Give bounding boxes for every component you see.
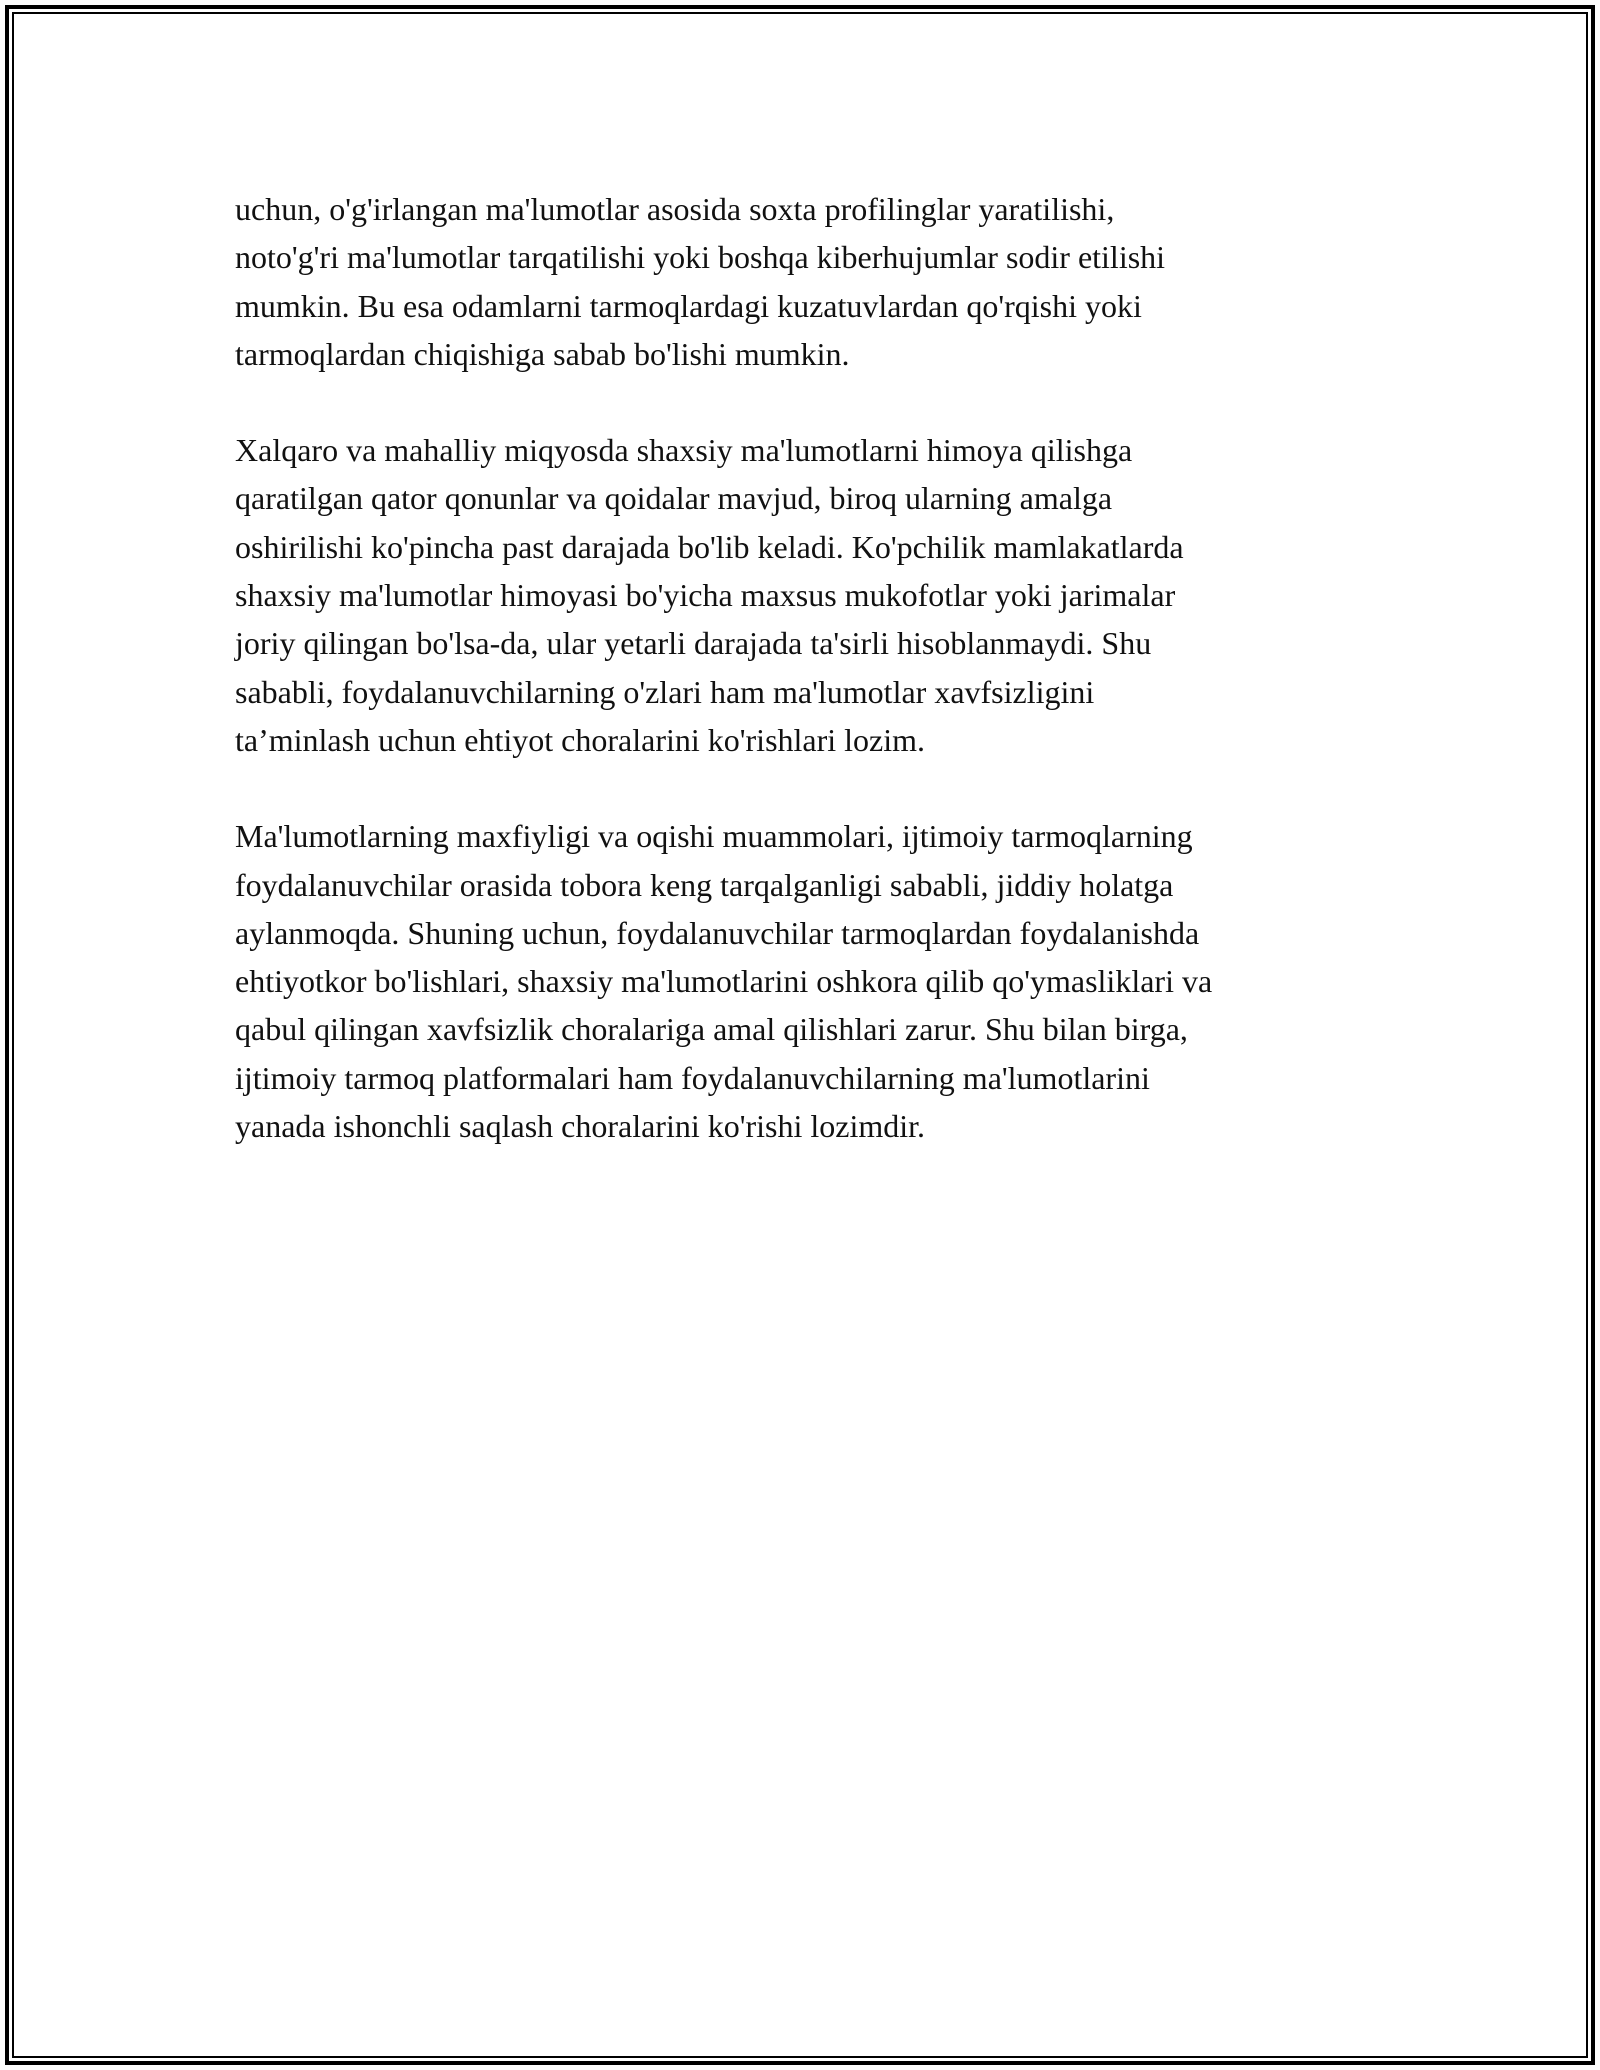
text-line: noto'g'ri ma'lumotlar tarqatilishi yoki boshqa kiberhujumlar sodir etilishi xyxy=(235,239,1166,276)
paragraph-3 xyxy=(235,812,1375,1150)
text-line: joriy qilingan bo'lsa-da, ular yetarli darajada ta'sirli hisoblanmaydi. Shu xyxy=(235,625,1152,662)
text-line: Xalqaro va mahalliy miqyosda shaxsiy ma'lumotlarni himoya qilishga xyxy=(235,432,1133,469)
text-line: Ma'lumotlarning maxfiyligi va oqishi muammolari, ijtimoiy tarmoqlarning xyxy=(235,818,1193,855)
text-line: ta’minlash uchun ehtiyot choralarini ko'rishlari lozim. xyxy=(235,721,926,758)
text-line: aylanmoqda. Shuning uchun, foydalanuvchilar tarmoqlardan foydalanishda xyxy=(235,914,1200,951)
paragraph-2 xyxy=(235,426,1375,764)
text-line: qabul qilingan xavfsizlik choralariga amal qilishlari zarur. Shu bilan birga, xyxy=(235,1011,1188,1048)
paragraph-1 xyxy=(235,185,1375,378)
text-line: qaratilgan qator qonunlar va qoidalar mavjud, biroq ularning amalga xyxy=(235,480,1113,517)
text-line: oshirilishi ko'pincha past darajada bo'lib keladi. Ko'pchilik mamlakatlarda xyxy=(235,528,1184,565)
text-line: shaxsiy ma'lumotlar himoyasi bo'yicha maxsus mukofotlar yoki jarimalar xyxy=(235,577,1176,614)
text-line: ijtimoiy tarmoq platformalari ham foydalanuvchilarning ma'lumotlarini xyxy=(235,1059,1150,1096)
text-line: ehtiyotkor bo'lishlari, shaxsiy ma'lumotlarini oshkora qilib qo'ymasliklari va xyxy=(235,963,1213,1000)
text-line: sababli, foydalanuvchilarning o'zlari ham ma'lumotlar xavfsizligini xyxy=(235,673,1095,710)
text-line: mumkin. Bu esa odamlarni tarmoqlardagi kuzatuvlardan qo'rqishi yoki xyxy=(235,287,1142,324)
document-body xyxy=(235,185,1375,1198)
text-line: uchun, o'g'irlangan ma'lumotlar asosida soxta profilinglar yaratilishi, xyxy=(235,191,1115,227)
text-line: yanada ishonchli saqlash choralarini ko'rishi lozimdir. xyxy=(235,1108,926,1145)
text-line: foydalanuvchilar orasida tobora keng tarqalganligi sababli, jiddiy holatga xyxy=(235,866,1174,903)
text-line: tarmoqlardan chiqishiga sabab bo'lishi mumkin. xyxy=(235,335,850,372)
